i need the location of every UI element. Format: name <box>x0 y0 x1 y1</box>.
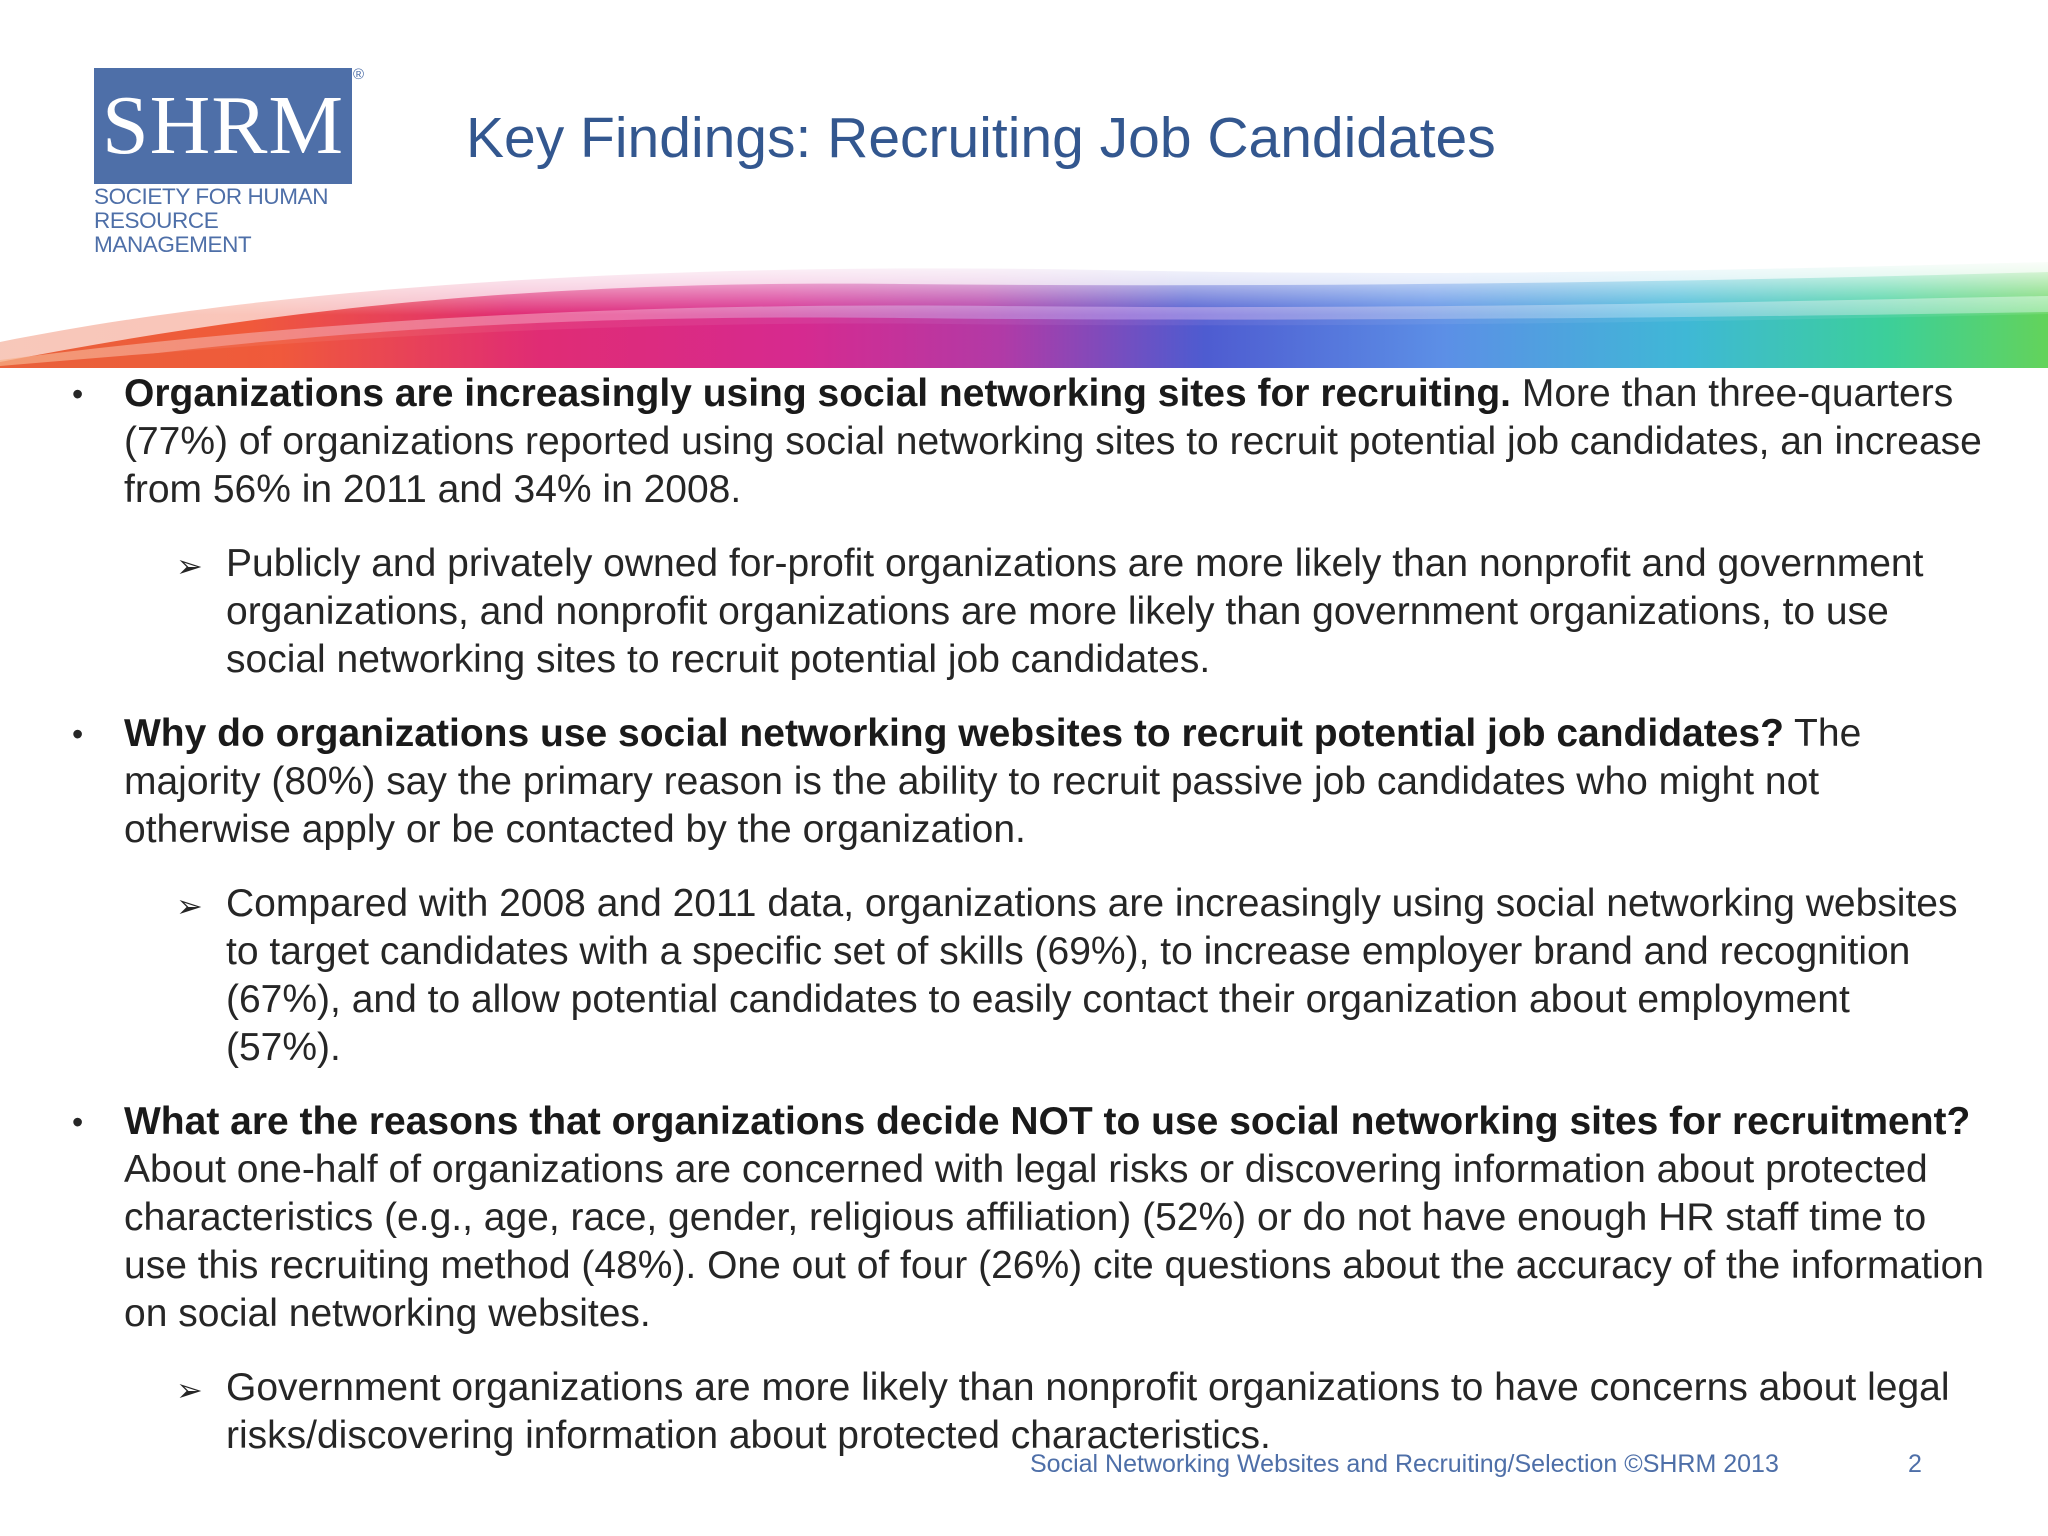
subpoint-text: Publicly and privately owned for-profit organizations are more likely than nonprofit and government organizations, and nonprofit organizations are more likely than government organizations, to use social networking sites to recruit potential job candidates. <box>226 542 1924 681</box>
bullet-marker: • <box>72 376 84 412</box>
subpoint-text: Compared with 2008 and 2011 data, organizations are increasingly using social networking websites to target candidates with a specific set of skills (69%), to increase employer brand and recognition (67%), and to allow potential candidates to easily contact their organization about employment (57%). <box>226 882 1958 1069</box>
finding-subpoint <box>66 540 1986 684</box>
finding-heading: What are the reasons that organizations decide NOT to use social networking sites for recruitment? <box>124 1100 1971 1143</box>
finding-subpoint <box>66 1364 1986 1460</box>
logo-subtitle-line1: SOCIETY FOR HUMAN <box>94 184 329 209</box>
finding-text: More than three-quarters (77%) of organizations reported using social networking sites to recruit potential job candidates, an increase from 56% in 2011 and 34% in 2008. <box>124 372 1982 511</box>
finding-heading: Organizations are increasingly using social networking sites for recruiting. <box>124 372 1512 415</box>
logo-subtitle <box>94 185 374 257</box>
finding-heading: Why do organizations use social networking websites to recruit potential job candidates? <box>124 712 1784 755</box>
logo-mark: SHRM <box>101 79 345 172</box>
logo-box <box>94 68 352 184</box>
decorative-banner <box>0 262 2048 368</box>
bullet-marker: • <box>72 716 84 752</box>
finding-item <box>66 1098 1986 1338</box>
finding-subpoint <box>66 880 1986 1072</box>
page-number: 2 <box>1908 1450 1922 1478</box>
slide-footer: Social Networking Websites and Recruiting/Selection ©SHRM 2013 <box>1030 1450 1779 1478</box>
slide-title: Key Findings: Recruiting Job Candidates <box>466 106 1496 170</box>
bullet-marker: • <box>72 1104 84 1140</box>
arrow-bullet-icon: ➢ <box>176 1372 203 1408</box>
finding-text: About one-half of organizations are concerned with legal risks or discovering information about protected characteristics (e.g., age, race, gender, religious affiliation) (52%) or do not have enough HR staff time to use this recruiting method (48%). One out of four (26%) cite questions about the accuracy of the information on social networking websites. <box>124 1148 1984 1335</box>
finding-text: The majority (80%) say the primary reason is the ability to recruit passive job candidates who might not otherwise apply or be contacted by the organization. <box>124 712 1862 851</box>
finding-item <box>66 710 1986 854</box>
arrow-bullet-icon: ➢ <box>176 888 203 924</box>
logo-subtitle-line2: RESOURCE MANAGEMENT <box>94 208 252 257</box>
findings-list <box>66 370 1986 1486</box>
shrm-logo <box>94 66 365 257</box>
subpoint-text: Government organizations are more likely than nonprofit organizations to have concerns about legal risks/discovering information about protected characteristics. <box>226 1366 1950 1457</box>
arrow-bullet-icon: ➢ <box>176 548 203 584</box>
registered-mark: ® <box>353 66 365 83</box>
finding-item <box>66 370 1986 514</box>
